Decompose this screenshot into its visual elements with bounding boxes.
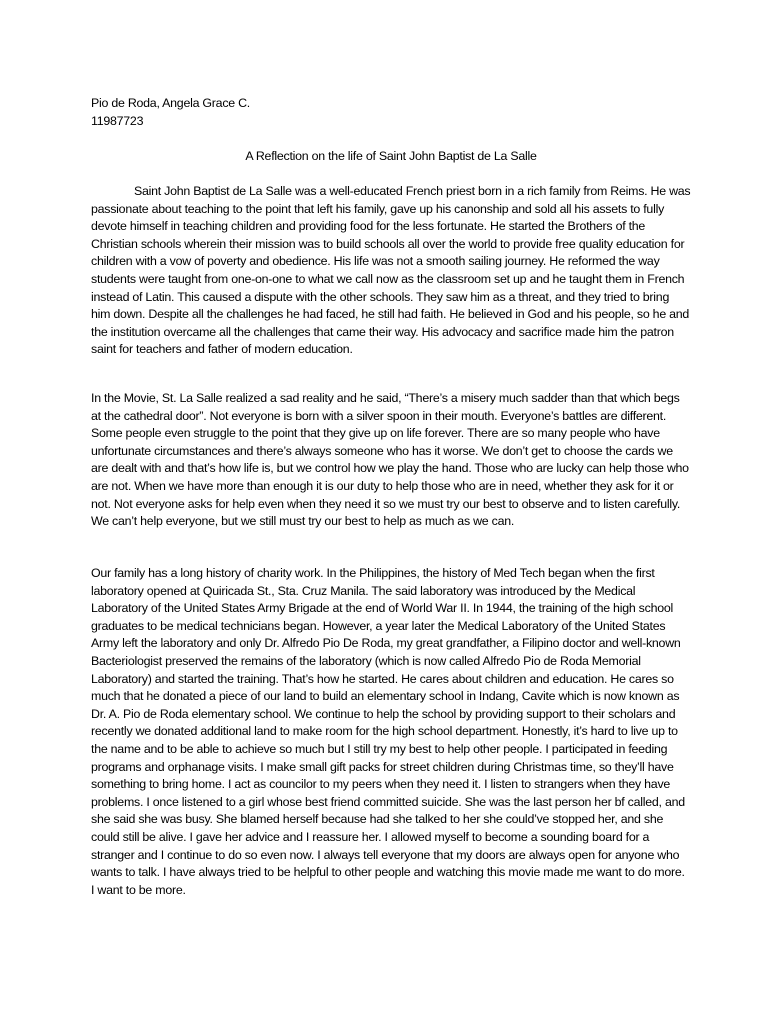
document-title: A Reflection on the life of Saint John Baptist de La Salle [245,149,537,163]
student-id: 11987723 [91,114,144,128]
body-paragraph-2: In the Movie, St. La Salle realized a sad reality and he said, “There’s a misery much sadder than that which begs at the cathedral door”. Not everyone is born with a silver spoon in their mouth. Everyone’s battles are different. Some people even struggle to the point that they give up on life forever. There are so many people who have unfortunate circumstances and there’s always someone who has it worse. We don’t get to choose the cards we are dealt with and that’s how life is, but we control how we play the hand. Those who are lucky can help those who are not. When we have more than enough it is our duty to help those who are in need, whether they ask for it or not. Not everyone asks for help even when they need it so we must try our best to observe and to listen carefully. We can’t help everyone, but we still must try our best to help as much as we can. [91,391,689,529]
body-paragraph-1: Saint John Baptist de La Salle was a well-educated French priest born in a rich family from Reims. He was passionate about teaching to the point that left his family, gave up his canonship and sold all his assets to fully devote himself in teaching children and providing food for the less fortunate. He started the Brothers of the Christian schools wherein their mission was to build schools all over the world to provide free quality education for children with a vow of poverty and obedience. His life was not a smooth sailing journey. He reformed the way students were taught from one-on-one to what we call now as the classroom set up and he taught them in French instead of Latin. This caused a dispute with the other schools. They saw him as a threat, and they tried to bring him down. Despite all the challenges he had faced, he still had faith. He believed in God and his people, so he and the institution overcame all the challenges that came their way. His advocacy and sacrifice made him the patron saint for teachers and father of modern education. [91,184,691,357]
author-name: Pio de Roda, Angela Grace C. [91,96,250,110]
body-paragraph-3: Our family has a long history of charity work. In the Philippines, the history of Med Tech began when the first laboratory opened at Quiricada St., Sta. Cruz Manila. The said laboratory was introduced by the Medical Laboratory of the United States Army Brigade at the end of World War II. In 1944, the training of the high school graduates to be medical technicians began. However, a year later the Medical Laboratory of the United States Army left the laboratory and only Dr. Alfredo Pio De Roda, my great grandfather, a Filipino doctor and well-known Bacteriologist preserved the remains of the laboratory (which is now called Alfredo Pio de Roda Memorial Laboratory) and started the training. That’s how he started. He cares about children and education. He cares so much that he donated a piece of our land to build an elementary school in Indang, Cavite which is now known as Dr. A. Pio de Roda elementary school. We continue to help the school by providing support to their scholars and recently we donated additional land to make room for the high school department. Honestly, it’s hard to live up to the name and to be able to achieve so much but I still try my best to help other people. I participated in feeding programs and orphanage visits. I make small gift packs for street children during Christmas time, so they’ll have something to bring home. I act as councilor to my peers when they need it. I listen to strangers when they have problems. I once listened to a girl whose best friend committed suicide. She was the last person her bf called, and she said she was busy. She blamed herself because had she talked to her she could’ve stopped her, and she could still be alive. I gave her advice and I reassure her. I allowed myself to become a sounding board for a stranger and I continue to do so even now. I always tell everyone that my doors are always open for anyone who wants to talk. I have always tried to be helpful to other people and watching this movie made me want to do more. I want to be more. [91,566,685,897]
